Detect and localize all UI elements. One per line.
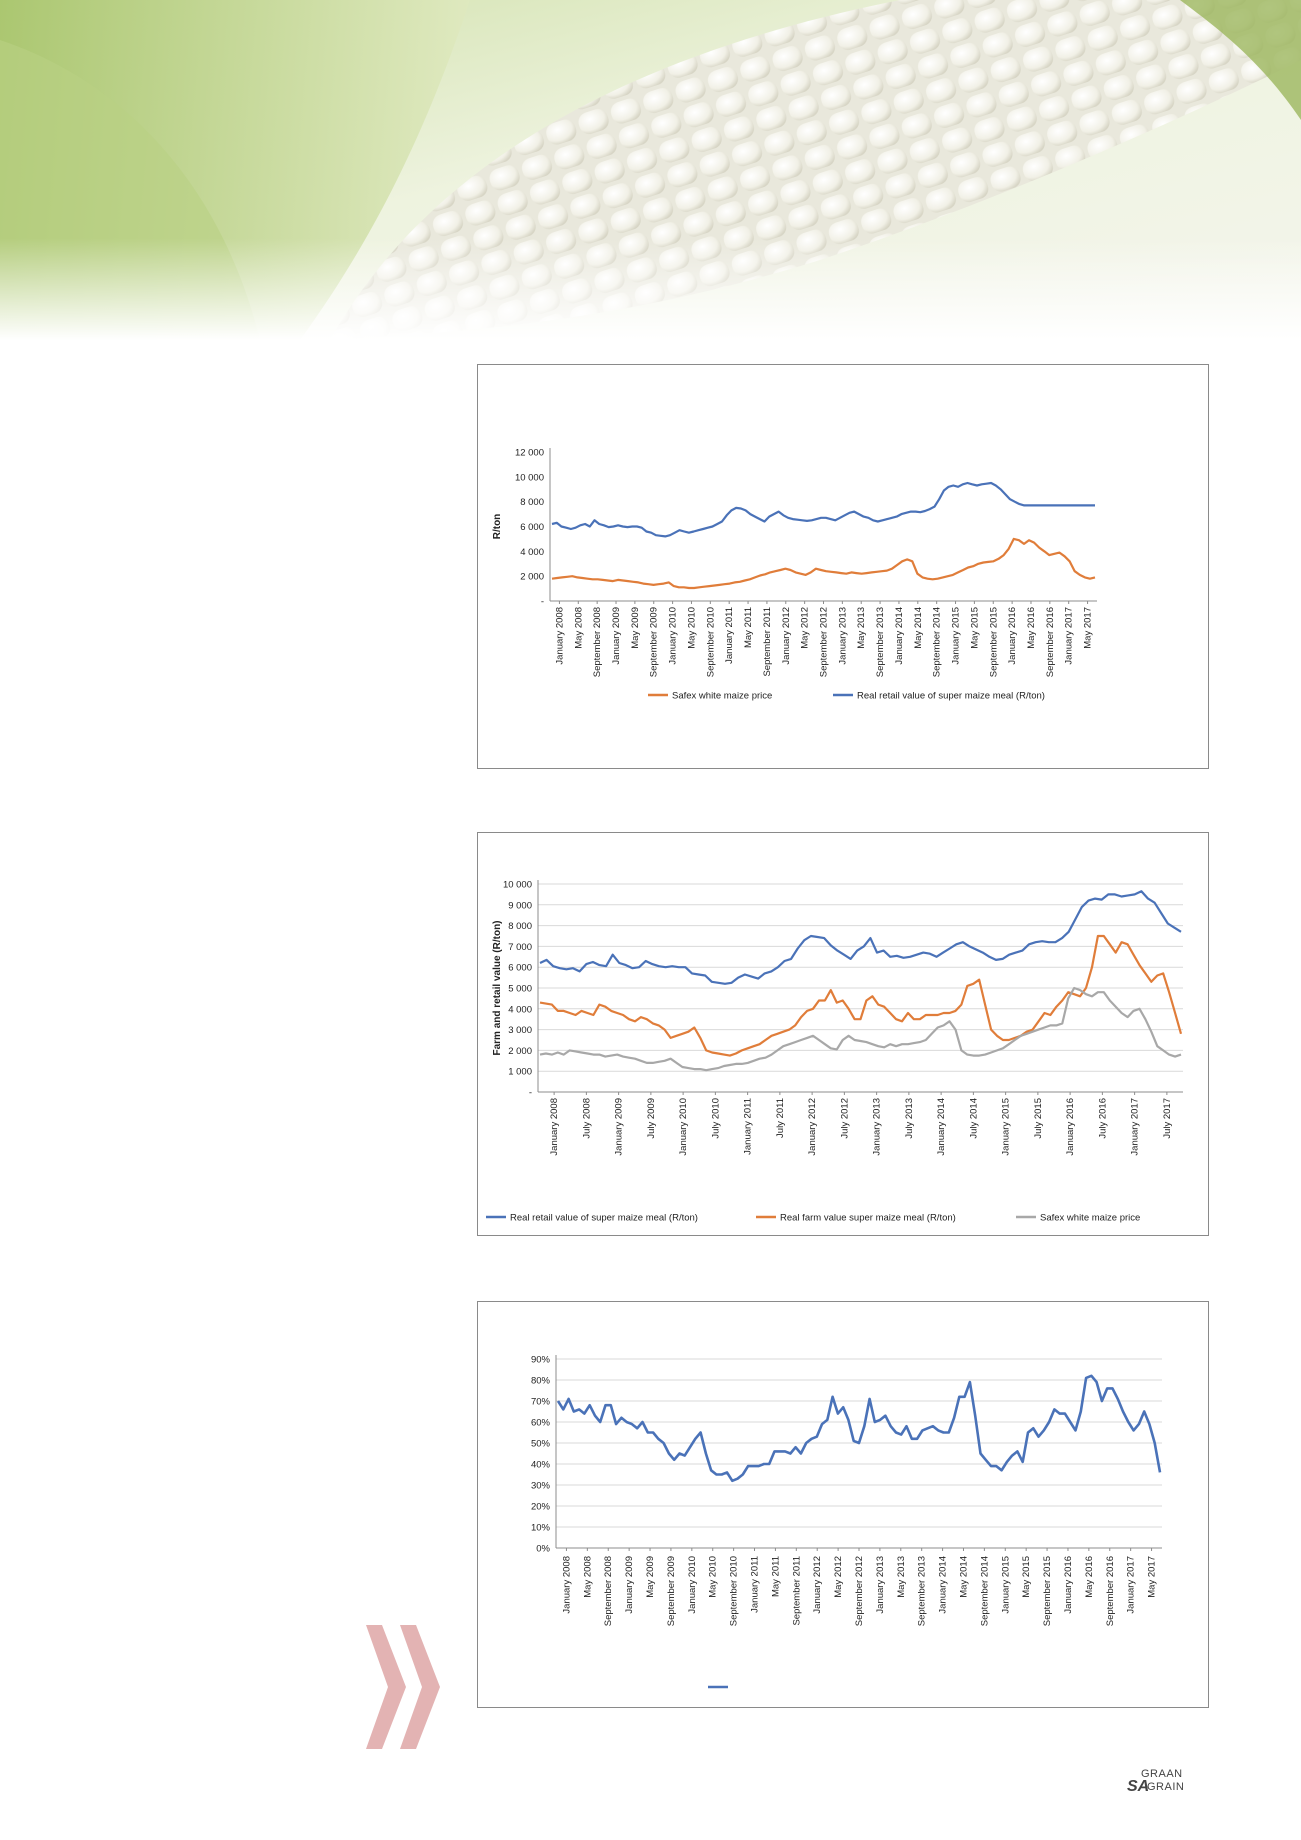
x-tick-label: January 2010 bbox=[667, 607, 679, 665]
x-tick-label: January 2013 bbox=[874, 1556, 886, 1614]
x-tick-label: January 2017 bbox=[1129, 1098, 1141, 1156]
y-tick-label: 50% bbox=[530, 1438, 550, 1450]
x-tick-label: May 2016 bbox=[1025, 607, 1037, 649]
chart-safex-vs-retail bbox=[477, 364, 1209, 769]
x-tick-label: September 2011 bbox=[791, 1556, 803, 1626]
y-tick-label: 8 000 bbox=[508, 921, 532, 933]
logo-line-graan: GRAAN bbox=[1141, 1768, 1183, 1780]
x-tick-label: July 2017 bbox=[1161, 1098, 1173, 1139]
maize-cob-banner bbox=[0, 0, 1301, 340]
legend-label: Real retail value of super maize meal (R/ton) bbox=[857, 690, 1045, 702]
y-tick-label: 3 000 bbox=[508, 1025, 532, 1037]
legend-label: Safex white maize price bbox=[672, 690, 773, 702]
x-tick-label: January 2009 bbox=[624, 1556, 636, 1614]
legend-label: Real retail value of super maize meal (R/ton) bbox=[510, 1212, 698, 1224]
x-tick-label: January 2013 bbox=[871, 1098, 883, 1156]
double-chevron-icon bbox=[366, 1625, 442, 1754]
y-axis-label: R/ton bbox=[492, 513, 503, 540]
y-tick-label: 10 000 bbox=[514, 472, 544, 484]
x-tick-label: September 2015 bbox=[1042, 1556, 1054, 1627]
y-tick-label: 2 000 bbox=[508, 1045, 532, 1057]
x-tick-label: September 2016 bbox=[1104, 1556, 1116, 1627]
x-tick-label: January 2009 bbox=[611, 607, 623, 665]
y-tick-label: 80% bbox=[530, 1375, 550, 1387]
x-tick-label: May 2010 bbox=[707, 1556, 719, 1598]
y-tick-label: 6 000 bbox=[508, 962, 532, 974]
sa-grain-logo bbox=[1127, 1768, 1187, 1808]
x-tick-label: July 2012 bbox=[839, 1098, 851, 1139]
x-tick-label: January 2017 bbox=[1063, 607, 1075, 665]
x-tick-label: September 2014 bbox=[979, 1556, 991, 1627]
y-tick-label: 0% bbox=[536, 1543, 550, 1555]
x-tick-label: September 2011 bbox=[761, 607, 773, 677]
x-tick-label: May 2011 bbox=[743, 607, 755, 649]
x-tick-label: May 2014 bbox=[958, 1556, 970, 1598]
series-line-3 bbox=[540, 988, 1181, 1070]
y-tick-label: - bbox=[528, 1087, 532, 1099]
x-tick-label: September 2012 bbox=[854, 1556, 865, 1627]
x-tick-label: January 2014 bbox=[893, 607, 905, 665]
y-tick-label: 40% bbox=[530, 1459, 550, 1471]
x-tick-label: May 2010 bbox=[686, 607, 698, 649]
x-tick-label: May 2017 bbox=[1146, 1556, 1158, 1598]
x-tick-label: July 2011 bbox=[774, 1098, 786, 1138]
x-tick-label: January 2011 bbox=[724, 607, 736, 664]
line-chart-2 bbox=[478, 833, 1208, 1235]
x-tick-label: May 2012 bbox=[833, 1556, 845, 1598]
x-tick-label: January 2016 bbox=[1065, 1098, 1077, 1156]
y-tick-label: 90% bbox=[530, 1354, 550, 1366]
y-tick-label: 9 000 bbox=[508, 900, 532, 912]
x-tick-label: September 2016 bbox=[1044, 607, 1056, 678]
y-tick-label: 2 000 bbox=[520, 571, 544, 583]
x-tick-label: January 2012 bbox=[780, 607, 792, 665]
x-tick-label: January 2012 bbox=[807, 1098, 819, 1156]
series-line-1 bbox=[552, 539, 1095, 588]
x-tick-label: September 2009 bbox=[648, 607, 660, 678]
x-tick-label: September 2010 bbox=[705, 607, 717, 678]
y-tick-label: 12 000 bbox=[514, 447, 544, 459]
x-tick-label: July 2016 bbox=[1097, 1098, 1109, 1139]
x-tick-label: January 2014 bbox=[937, 1556, 949, 1614]
x-tick-label: September 2013 bbox=[916, 1556, 928, 1627]
x-tick-label: July 2013 bbox=[903, 1098, 915, 1139]
x-tick-label: January 2008 bbox=[554, 607, 566, 665]
x-tick-label: January 2014 bbox=[936, 1098, 948, 1156]
x-tick-label: May 2015 bbox=[1021, 1556, 1033, 1598]
x-tick-label: September 2015 bbox=[988, 607, 1000, 678]
maize-cob-photo bbox=[0, 0, 1301, 340]
y-tick-label: 4 000 bbox=[508, 1004, 532, 1016]
line-chart-1 bbox=[478, 365, 1208, 768]
x-tick-label: July 2014 bbox=[968, 1098, 980, 1139]
x-tick-label: January 2009 bbox=[613, 1098, 625, 1156]
x-tick-label: May 2014 bbox=[912, 607, 924, 649]
series-line-2 bbox=[540, 936, 1181, 1056]
x-tick-label: January 2013 bbox=[837, 607, 849, 665]
x-tick-label: September 2013 bbox=[875, 607, 887, 678]
x-tick-label: July 2010 bbox=[710, 1098, 722, 1139]
legend-label: Real farm value super maize meal (R/ton) bbox=[780, 1212, 956, 1224]
logo-line-grain: GRAIN bbox=[1147, 1781, 1185, 1793]
chart-farm-share-percentage bbox=[477, 1301, 1209, 1708]
x-tick-label: January 2015 bbox=[1000, 1098, 1012, 1156]
x-tick-label: May 2008 bbox=[573, 607, 585, 649]
y-tick-label: 10 000 bbox=[502, 879, 532, 891]
y-tick-label: 20% bbox=[530, 1501, 550, 1513]
x-tick-label: January 2012 bbox=[812, 1556, 824, 1614]
chart-farm-and-retail-value bbox=[477, 832, 1209, 1236]
x-tick-label: May 2013 bbox=[895, 1556, 907, 1598]
x-tick-label: May 2017 bbox=[1082, 607, 1094, 649]
x-tick-label: January 2015 bbox=[950, 607, 962, 665]
x-tick-label: January 2011 bbox=[749, 1556, 761, 1613]
x-tick-label: May 2011 bbox=[770, 1556, 782, 1598]
y-tick-label: 10% bbox=[530, 1522, 550, 1534]
y-axis-label: Farm and retail value (R/ton) bbox=[492, 920, 503, 1056]
y-tick-label: 5 000 bbox=[508, 983, 532, 995]
x-tick-label: May 2013 bbox=[856, 607, 868, 649]
x-tick-label: September 2008 bbox=[603, 1556, 615, 1627]
x-tick-label: January 2011 bbox=[742, 1098, 754, 1155]
x-tick-label: May 2008 bbox=[582, 1556, 594, 1598]
x-tick-label: January 2010 bbox=[686, 1556, 698, 1614]
x-tick-label: January 2008 bbox=[561, 1556, 573, 1614]
y-tick-label: 30% bbox=[530, 1480, 550, 1492]
y-tick-label: 8 000 bbox=[520, 497, 544, 509]
legend-label: Safex white maize price bbox=[1040, 1212, 1141, 1224]
y-tick-label: 4 000 bbox=[520, 546, 544, 558]
x-tick-label: January 2017 bbox=[1125, 1556, 1137, 1614]
x-tick-label: May 2015 bbox=[969, 607, 981, 649]
x-tick-label: September 2010 bbox=[728, 1556, 740, 1627]
series-line-1 bbox=[558, 1376, 1160, 1481]
y-tick-label: - bbox=[540, 596, 544, 608]
x-tick-label: January 2016 bbox=[1062, 1556, 1074, 1614]
series-line-2 bbox=[552, 483, 1095, 536]
x-tick-label: May 2016 bbox=[1083, 1556, 1095, 1598]
x-tick-label: May 2012 bbox=[799, 607, 811, 649]
x-tick-label: January 2010 bbox=[678, 1098, 690, 1156]
logo-line-sa: SA bbox=[1127, 1778, 1150, 1795]
y-tick-label: 6 000 bbox=[520, 522, 544, 533]
x-tick-label: September 2014 bbox=[931, 607, 943, 678]
y-tick-label: 1 000 bbox=[508, 1066, 532, 1078]
y-tick-label: 60% bbox=[530, 1417, 550, 1429]
x-tick-label: September 2008 bbox=[592, 607, 604, 678]
y-tick-label: 70% bbox=[530, 1396, 550, 1408]
x-tick-label: July 2009 bbox=[645, 1098, 657, 1139]
x-tick-label: September 2009 bbox=[665, 1556, 677, 1627]
x-tick-label: January 2016 bbox=[1007, 607, 1019, 665]
line-chart-3 bbox=[478, 1302, 1208, 1707]
x-tick-label: May 2009 bbox=[629, 607, 641, 649]
x-tick-label: July 2015 bbox=[1032, 1098, 1044, 1139]
x-tick-label: July 2008 bbox=[581, 1098, 593, 1139]
y-tick-label: 7 000 bbox=[508, 941, 532, 953]
x-tick-label: September 2012 bbox=[818, 607, 830, 678]
x-tick-label: January 2015 bbox=[1000, 1556, 1012, 1614]
x-tick-label: January 2008 bbox=[549, 1098, 561, 1156]
x-tick-label: May 2009 bbox=[645, 1556, 657, 1598]
